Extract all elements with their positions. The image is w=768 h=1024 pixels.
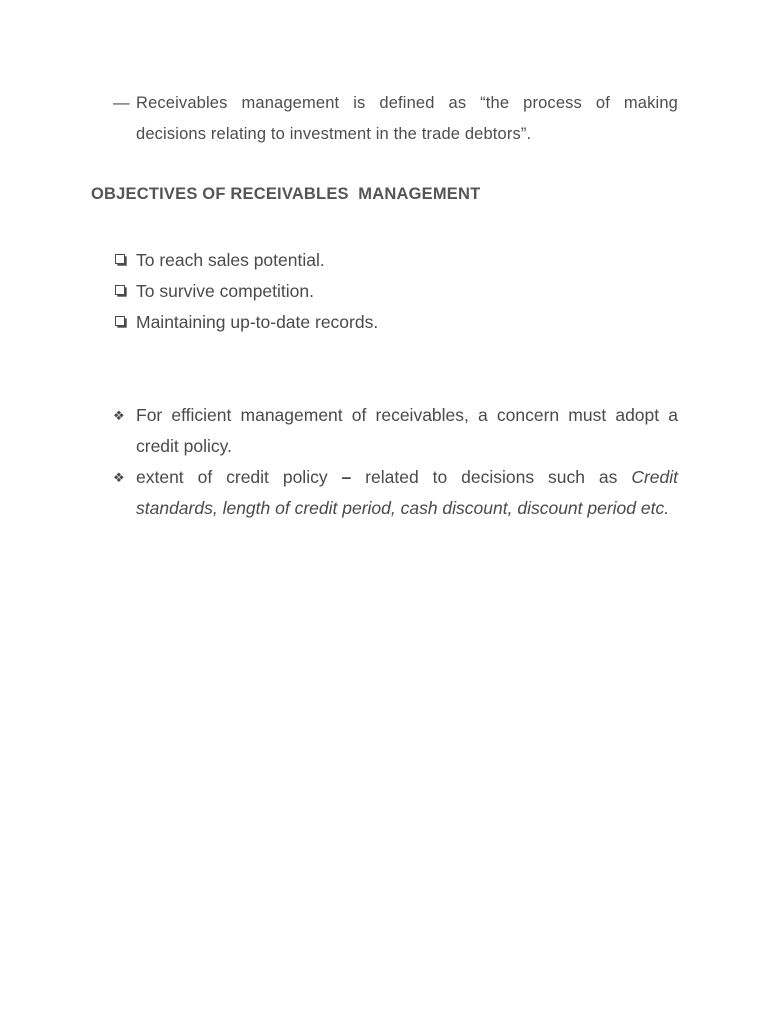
diamond-bullet-icon: ❖ bbox=[113, 408, 125, 423]
objective-text: To reach sales potential. bbox=[136, 250, 325, 270]
policy-2-text-a: extent of credit policy bbox=[136, 467, 342, 487]
definition-line-1: Receivables management is defined as “the process of making bbox=[136, 94, 678, 112]
policy-1-line-2: credit policy. bbox=[136, 436, 232, 456]
policy-2-dash: – bbox=[341, 467, 352, 487]
policy-2-line-1 bbox=[136, 462, 678, 493]
objective-item bbox=[113, 245, 378, 276]
section-heading: OBJECTIVES OF RECEIVABLES MANAGEMENT bbox=[91, 185, 481, 203]
objective-text: Maintaining up-to-date records. bbox=[136, 312, 379, 332]
checkbox-icon bbox=[115, 285, 125, 295]
policy-1-line-1: For efficient management of receivables, a concern must adopt a bbox=[136, 405, 678, 425]
policy-item bbox=[113, 400, 678, 462]
objective-item bbox=[113, 276, 378, 307]
policy-list bbox=[113, 400, 678, 524]
em-dash-bullet: — bbox=[113, 94, 130, 112]
policy-2-text-b: related to decisions such as bbox=[351, 467, 632, 487]
objective-item bbox=[113, 307, 378, 338]
definition-paragraph bbox=[113, 88, 678, 150]
objective-text: To survive competition. bbox=[136, 281, 314, 301]
policy-2-italic-start: Credit bbox=[631, 467, 679, 487]
definition-text bbox=[136, 88, 678, 150]
definition-line-2: decisions relating to investment in the trade debtors”. bbox=[136, 125, 532, 143]
checkbox-icon bbox=[115, 316, 125, 326]
policy-item bbox=[113, 462, 678, 524]
objectives-list bbox=[113, 245, 378, 338]
policy-2-line-2: standards, length of credit period, cash discount, discount period etc. bbox=[136, 498, 670, 518]
checkbox-icon bbox=[115, 254, 125, 264]
diamond-bullet-icon: ❖ bbox=[113, 470, 125, 485]
